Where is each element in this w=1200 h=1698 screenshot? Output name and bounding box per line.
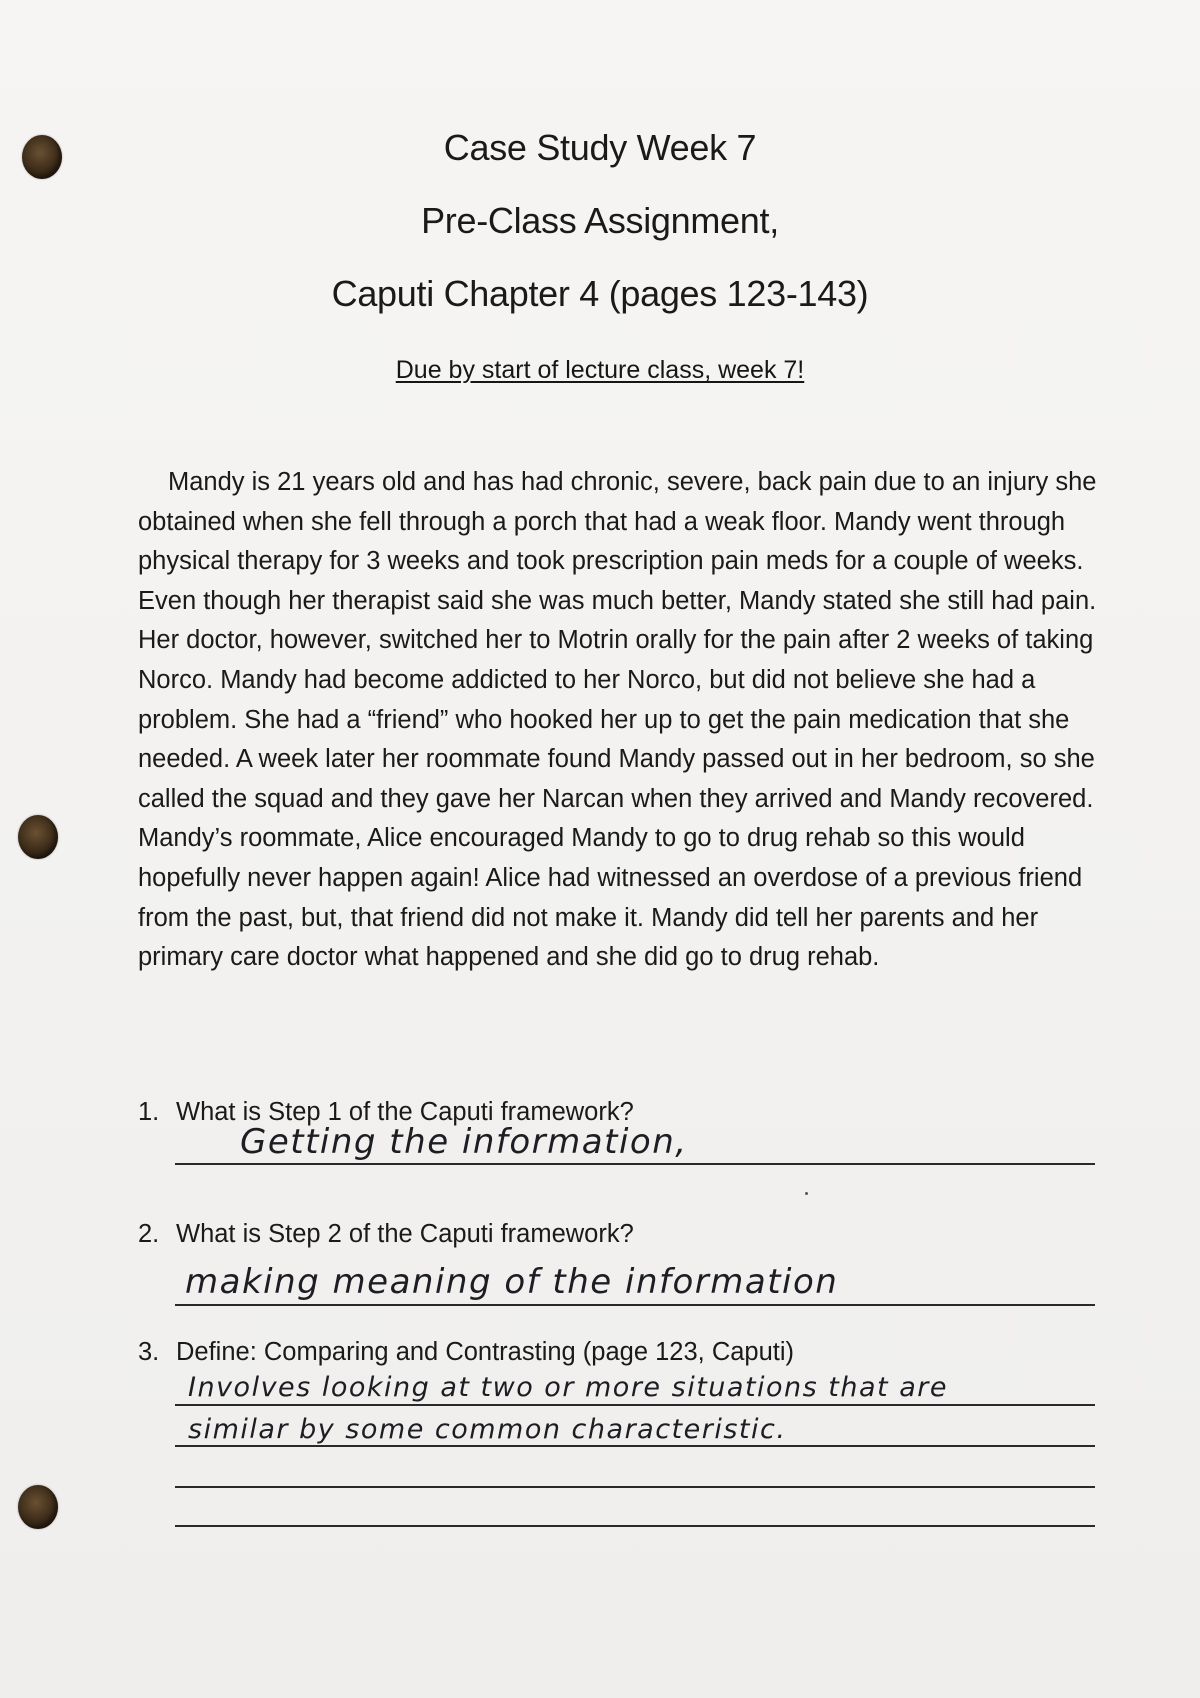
question-prompt: What is Step 2 of the Caputi framework? [176, 1220, 634, 1248]
binder-hole-middle [18, 815, 58, 859]
answer-line [175, 1404, 1095, 1406]
binder-hole-bottom [18, 1485, 58, 1529]
answer-line [175, 1445, 1095, 1447]
due-date-text: Due by start of lecture class, week 7! [395, 356, 805, 384]
handwritten-answer[interactable]: Getting the information, [240, 1122, 688, 1162]
page-title: Case Study Week 7 [443, 127, 757, 168]
handwritten-answer[interactable]: making meaning of the information [185, 1262, 839, 1302]
handwritten-answer[interactable]: similar by some common characteristic. [188, 1414, 787, 1445]
chapter-reference: Caputi Chapter 4 (pages 123-143) [331, 273, 869, 314]
case-study-paragraph: Mandy is 21 years old and has had chronic, severe, back pain due to an injury she obtained when she fell through a porch that had a weak floor. Mandy went through physical therapy for 3 weeks and took prescription pain meds for a couple of weeks. Even though her therapist said she was much better, Mandy stated she still had pain. Her doctor, however, switched her to Motrin orally for the pain after 2 weeks of taking Norco. Mandy had become addicted to her Norco, but did not believe she had a problem. She had a “friend” who hooked her up to get the pain medication that she needed. A week later her roommate found Mandy passed out in her bedroom, so she called the squad and they gave her Narcan when they arrived and Mandy recovered. Mandy’s roommate, Alice encouraged Mandy to go to drug rehab so this would hopefully never happen again! Alice had witnessed an overdose of a previous friend from the past, but, that friend did not make it. Mandy did tell her parents and her primary care doctor what happened and she did go to drug rehab. [138, 468, 1097, 972]
handwritten-answer[interactable]: Involves looking at two or more situations that are [188, 1372, 948, 1403]
question-2 [138, 1219, 634, 1249]
answer-line [175, 1486, 1095, 1488]
question-3 [138, 1337, 794, 1367]
question-prompt: Define: Comparing and Contrasting (page 123, Caputi) [176, 1338, 795, 1366]
question-number: 3. [138, 1338, 160, 1366]
paper-speck [805, 1192, 808, 1195]
answer-line [175, 1163, 1095, 1165]
question-number: 1. [138, 1098, 160, 1126]
assignment-subtitle: Pre-Class Assignment, [421, 200, 779, 241]
answer-line [175, 1525, 1095, 1527]
answer-line [175, 1304, 1095, 1306]
due-date-notice [0, 355, 1200, 385]
title-block [0, 127, 1200, 349]
question-prompt: What is Step 1 of the Caputi framework? [176, 1098, 634, 1126]
question-number: 2. [138, 1220, 160, 1248]
